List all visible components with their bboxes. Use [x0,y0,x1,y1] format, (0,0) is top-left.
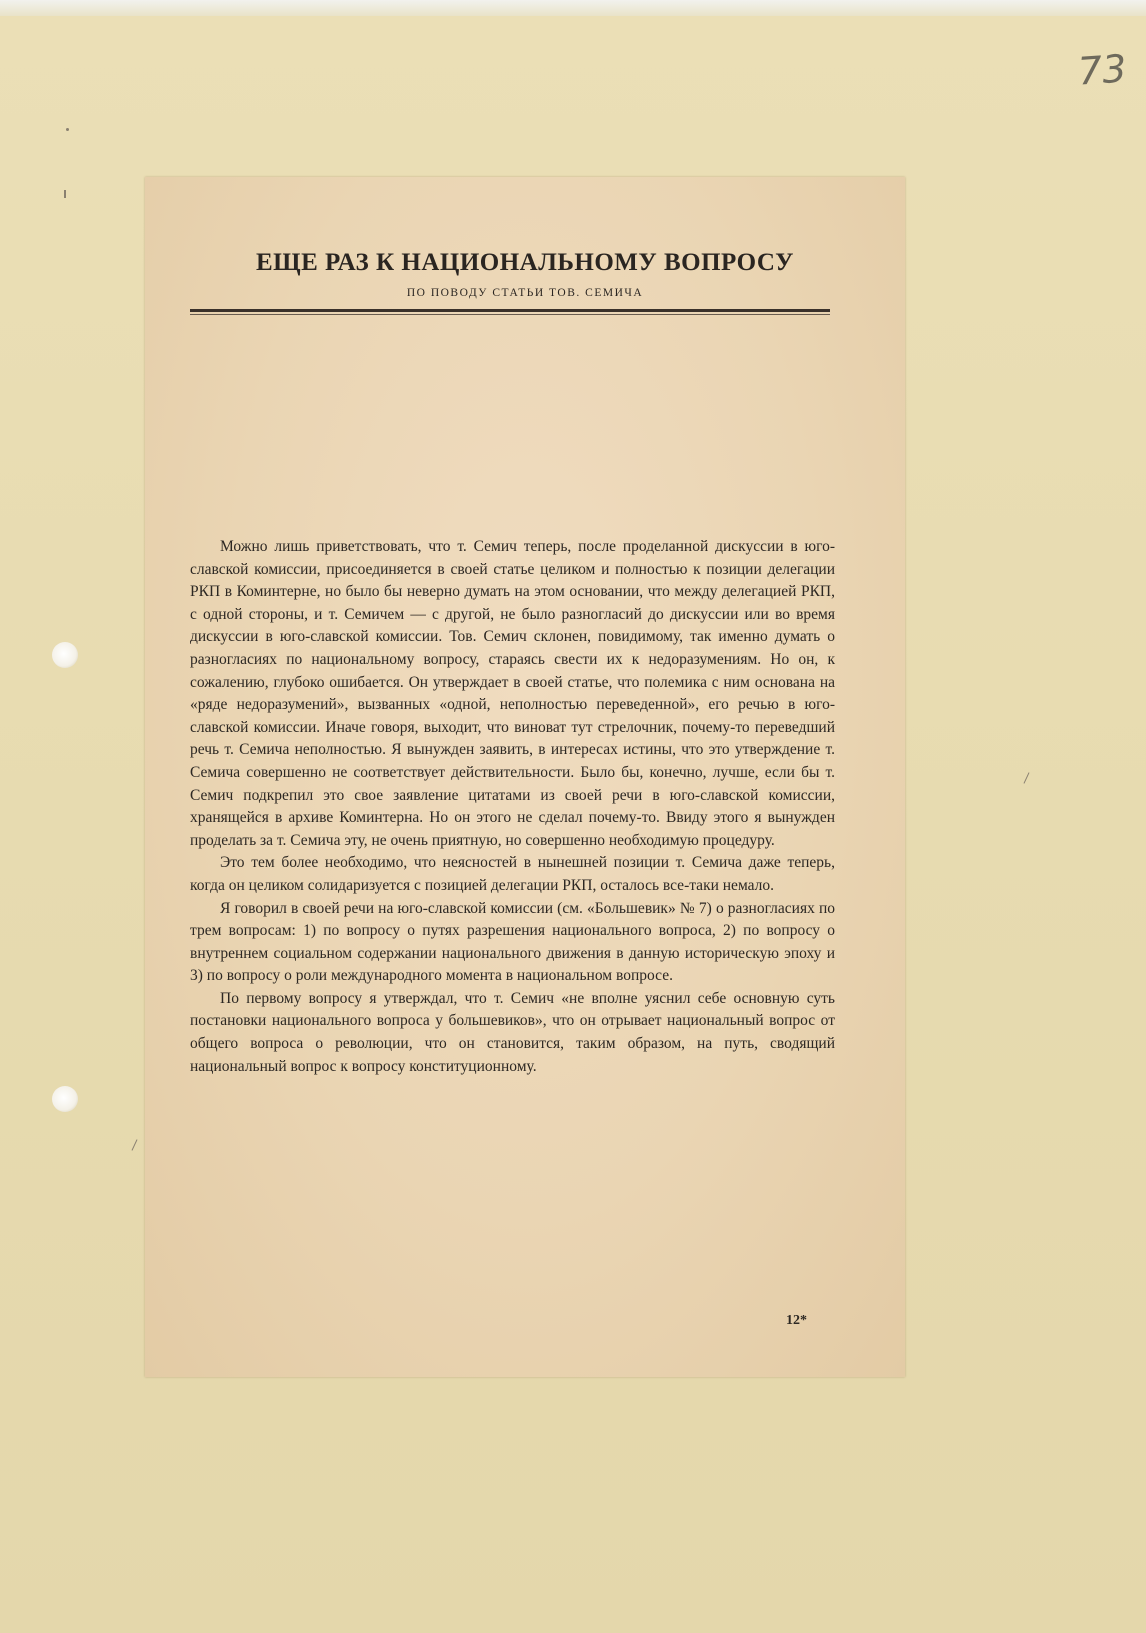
article-body [190,536,835,1078]
title-rule [190,309,830,312]
article-paragraph: Это тем более необходимо, что неясностей в нынешней позиции т. Семича даже теперь, когда он целиком солидаризуется с позицией делегации РКП, осталось все-таки немало. [190,854,835,894]
article-paragraph: По первому вопросу я утверждал, что т. Семич «не вполне уяснил себе основную суть постановки национального вопроса у большевиков», что он отрывает национальный вопрос от общего вопроса о революции, что он становится, таким образом, на путь, сводящий национальный вопрос к вопросу конституционному. [190,989,835,1075]
title-rule-thin [190,314,830,315]
paper-mark [66,128,69,131]
paper-mark [64,190,66,198]
archive-page-number: 73 [1076,46,1128,94]
scan-top-edge [0,0,1146,16]
punch-hole-upper [52,642,78,668]
clipping-page-number: 12* [786,1313,807,1328]
article-paragraph: Можно лишь приветствовать, что т. Семич теперь, после проделанной дискуссии в юго-славской комиссии, присоединяется в своей статье целиком и полностью к позиции делегации РКП в Коминтерне, но было бы неверно думать на этом основании, что между делегацией РКП, с одной стороны, и т. Семичем — с другой, не было разногласий до дискуссии или во время дискуссии в юго-славской комиссии. Тов. Семич склонен, повидимому, так именно думать о разногласиях по национальному вопросу, стараясь свести их к недоразумениям. Но он, к сожалению, глубоко ошибается. Он утверждает в своей статье, что полемика с ним основана на «ряде недоразумений», вызванных «одной, неполностью переведенной», его речью в юго-славской комиссии. Иначе говоря, выходит, что виноват тут стрелочник, почему-то переведший речь т. Семича неполностью. Я вынужден заявить, в интересах истины, что это утверждение т. Семича совершенно не соответствует действительности. Было бы, конечно, лучше, если бы т. Семич подкрепил это свое заявление цитатами из своей речи в юго-славской комиссии, хранящейся в архиве Коминтерна. Но он этого не сделал почему-то. Ввиду этого я вынужден проделать за т. Семича эту, не очень приятную, но совершенно необходимую процедуру. [190,538,835,849]
newspaper-clipping [145,177,905,1377]
article-subtitle: ПО ПОВОДУ СТАТЬИ ТОВ. СЕМИЧА [406,287,644,299]
punch-hole-lower [52,1086,78,1112]
article-title: ЕЩЕ РАЗ К НАЦИОНАЛЬНОМУ ВОПРОСУ [256,249,794,276]
article-paragraph: Я говорил в своей речи на юго-славской комиссии (см. «Большевик» № 7) о разногласиях по трем вопросам: 1) по вопросу о путях разрешения национального вопроса, 2) по вопросу о внутреннем социальном содержании национального движения в данную историческую эпоху и 3) по вопросу о роли международного момента в национальном вопросе. [190,899,835,985]
